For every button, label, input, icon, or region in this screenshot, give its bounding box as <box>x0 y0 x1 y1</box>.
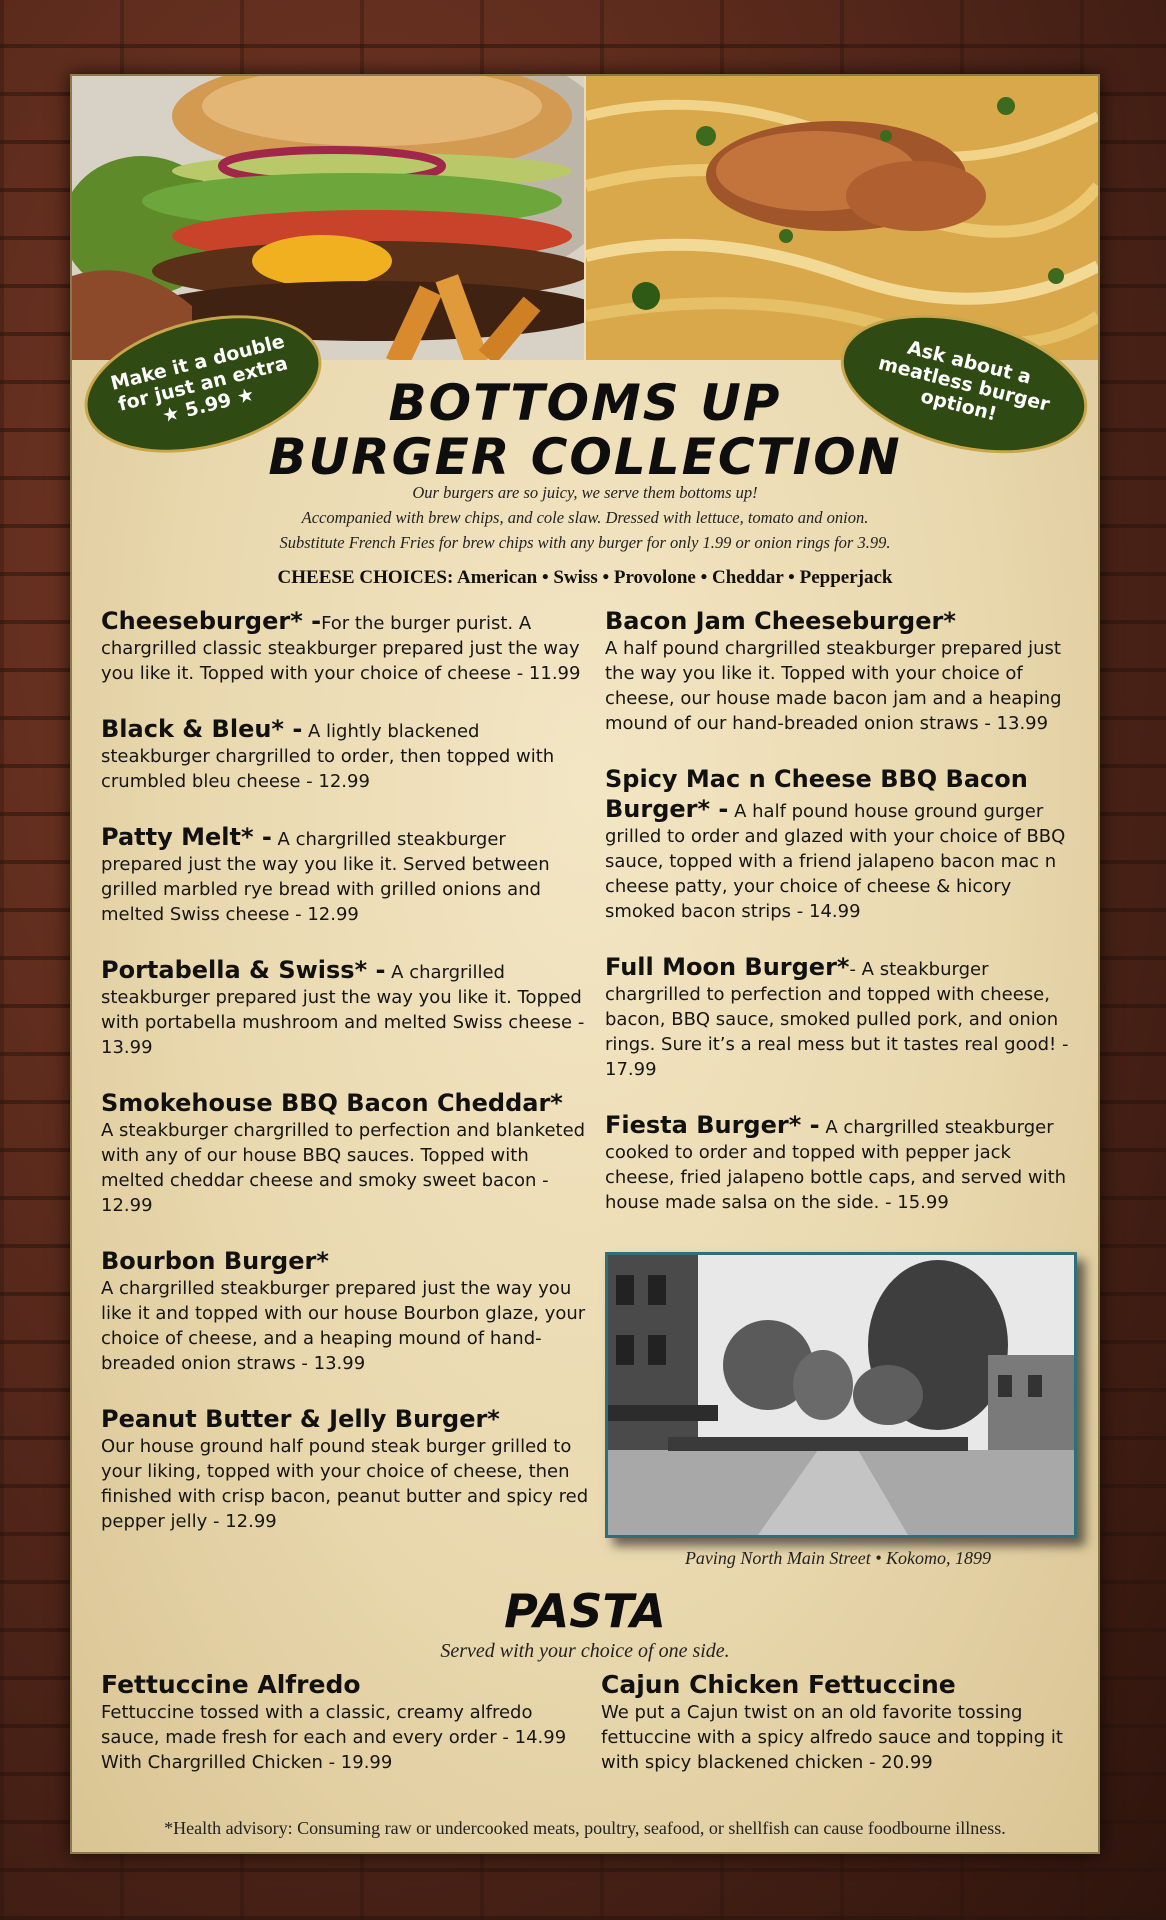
menu-item-desc: A chargrilled steakburger prepared just the way you like it. Topped with portabella mushroom and melted Swiss cheese - 13.99 <box>101 962 585 1058</box>
menu-item-name: Peanut Butter & Jelly Burger* <box>101 1405 500 1433</box>
menu-item-full-moon <box>605 952 1080 1082</box>
intro-line-2: Accompanied with brew chips, and cole slaw. Dressed with lettuce, tomato and onion. <box>301 508 869 527</box>
menu-item-spicy-mac <box>605 764 1080 924</box>
menu-item-desc: A half pound house ground gurger grilled to order and glazed with your choice of BBQ sauce, topped with a friend jalapeno bacon mac n cheese patty, your choice of cheese & hicory smoked bacon strips - 14.99 <box>605 801 1066 922</box>
menu-item-black-bleu <box>101 714 591 794</box>
menu-item-cheeseburger <box>101 606 591 686</box>
menu-item-name: Spicy Mac n Cheese BBQ Bacon Burger* - <box>605 765 1028 823</box>
burger-photo <box>72 76 584 360</box>
title-line-1: BOTTOMS UP <box>388 374 782 432</box>
menu-item-name: Full Moon Burger* <box>605 953 850 981</box>
menu-item-name: Black & Bleu* - <box>101 715 303 743</box>
menu-item-name: Patty Melt* - <box>101 823 272 851</box>
health-advisory: *Health advisory: Consuming raw or undercooked meats, poultry, seafood, or shellfish can cause foodbourne illness. <box>164 1818 1006 1838</box>
menu-item-desc: We put a Cajun twist on an old favorite tossing fettuccine with a spicy alfredo sauce and topping it with spicy blackened chicken - 20.99 <box>601 1702 1063 1773</box>
title-line-2: BURGER COLLECTION <box>268 428 902 486</box>
menu-item-smokehouse-bbq <box>101 1088 591 1218</box>
pasta-section-title: PASTA <box>504 1584 666 1638</box>
menu-item-cajun-fettuccine <box>601 1670 1081 1775</box>
menu-item-desc: A half pound chargrilled steakburger prepared just the way you like it. Topped with your choice of cheese, our house made bacon jam and a heaping mound of our hand-breaded onion straws - 13.99 <box>605 638 1062 734</box>
menu-item-desc: A chargrilled steakburger prepared just the way you like it. Served between grilled marbled rye bread with grilled onions and melted Swiss cheese - 12.99 <box>101 829 550 925</box>
intro-line-1: Our burgers are so juicy, we serve them bottoms up! <box>412 483 758 502</box>
menu-item-addon: With Chargrilled Chicken - 19.99 <box>101 1752 393 1773</box>
pasta-photo <box>586 76 1098 360</box>
meatless-option-badge-text: Ask about a meatless burger option! <box>876 336 1052 426</box>
menu-item-name: Bacon Jam Cheeseburger* <box>605 607 956 635</box>
menu-item-desc: A chargrilled steakburger cooked to order and topped with pepper jack cheese, fried jalapeno bottle caps, and served with house made salsa on the side. - 15.99 <box>605 1117 1067 1213</box>
burger-list-left <box>101 606 591 1562</box>
menu-item-name: Portabella & Swiss* - <box>101 956 386 984</box>
burger-list-right <box>605 606 1080 1243</box>
menu-item-desc: Fettuccine tossed with a classic, creamy alfredo sauce, made fresh for each and every order - 14.99 <box>101 1702 567 1748</box>
menu-item-portabella-swiss <box>101 955 591 1060</box>
pasta-section-subtitle: Served with your choice of one side. <box>440 1640 730 1662</box>
menu-item-desc: A lightly blackened steakburger chargrilled to order, then topped with crumbled bleu cheese - 12.99 <box>101 721 555 792</box>
menu-item-fettuccine-alfredo <box>101 1670 591 1775</box>
menu-item-patty-melt <box>101 822 591 927</box>
menu-item-desc: For the burger purist. A chargrilled classic steakburger prepared just the way you like it. Topped with your choice of cheese - 11.99 <box>101 613 581 684</box>
menu-item-fiesta <box>605 1110 1080 1215</box>
menu-item-desc: Our house ground half pound steak burger grilled to your liking, topped with your choice of cheese, then finished with crisp bacon, peanut butter and spicy red pepper jelly - 12.99 <box>101 1436 589 1532</box>
menu-page <box>70 74 1100 1854</box>
menu-item-bourbon-burger <box>101 1246 591 1376</box>
menu-item-name: Smokehouse BBQ Bacon Cheddar* <box>101 1089 563 1117</box>
photo-caption: Paving North Main Street • Kokomo, 1899 <box>684 1548 992 1568</box>
menu-item-desc: A chargrilled steakburger prepared just the way you like it and topped with our house Bourbon glaze, your choice of cheese, and a heaping mound of hand-breaded onion straws - 13.99 <box>101 1278 586 1374</box>
double-burger-badge-text: Make it a double for just an extra ★ 5.99 ★ <box>108 330 290 428</box>
menu-item-pbj-burger <box>101 1404 591 1534</box>
menu-item-bacon-jam <box>605 606 1080 736</box>
menu-item-name: Cheeseburger* - <box>101 607 322 635</box>
intro-line-3: Substitute French Fries for brew chips with any burger for only 1.99 or onion rings for 3.99. <box>279 533 891 552</box>
cheese-choices: CHEESE CHOICES: American • Swiss • Provolone • Cheddar • Pepperjack <box>277 567 893 588</box>
page-title <box>72 376 1098 484</box>
historic-photo <box>605 1252 1077 1538</box>
menu-item-desc: - A steakburger chargrilled to perfection and topped with cheese, bacon, BBQ sauce, smoked pulled pork, and onion rings. Sure it’s a real mess but it tastes real good! - 17.99 <box>605 959 1069 1080</box>
menu-item-name: Cajun Chicken Fettuccine <box>601 1670 956 1699</box>
menu-item-name: Fettuccine Alfredo <box>101 1670 361 1699</box>
menu-item-name: Bourbon Burger* <box>101 1247 329 1275</box>
menu-item-name: Fiesta Burger* - <box>605 1111 820 1139</box>
burger-intro <box>152 480 1018 555</box>
menu-item-desc: A steakburger chargrilled to perfection and blanketed with any of our house BBQ sauces. Topped with melted cheddar cheese and smoky sweet bacon - 12.99 <box>101 1120 586 1216</box>
